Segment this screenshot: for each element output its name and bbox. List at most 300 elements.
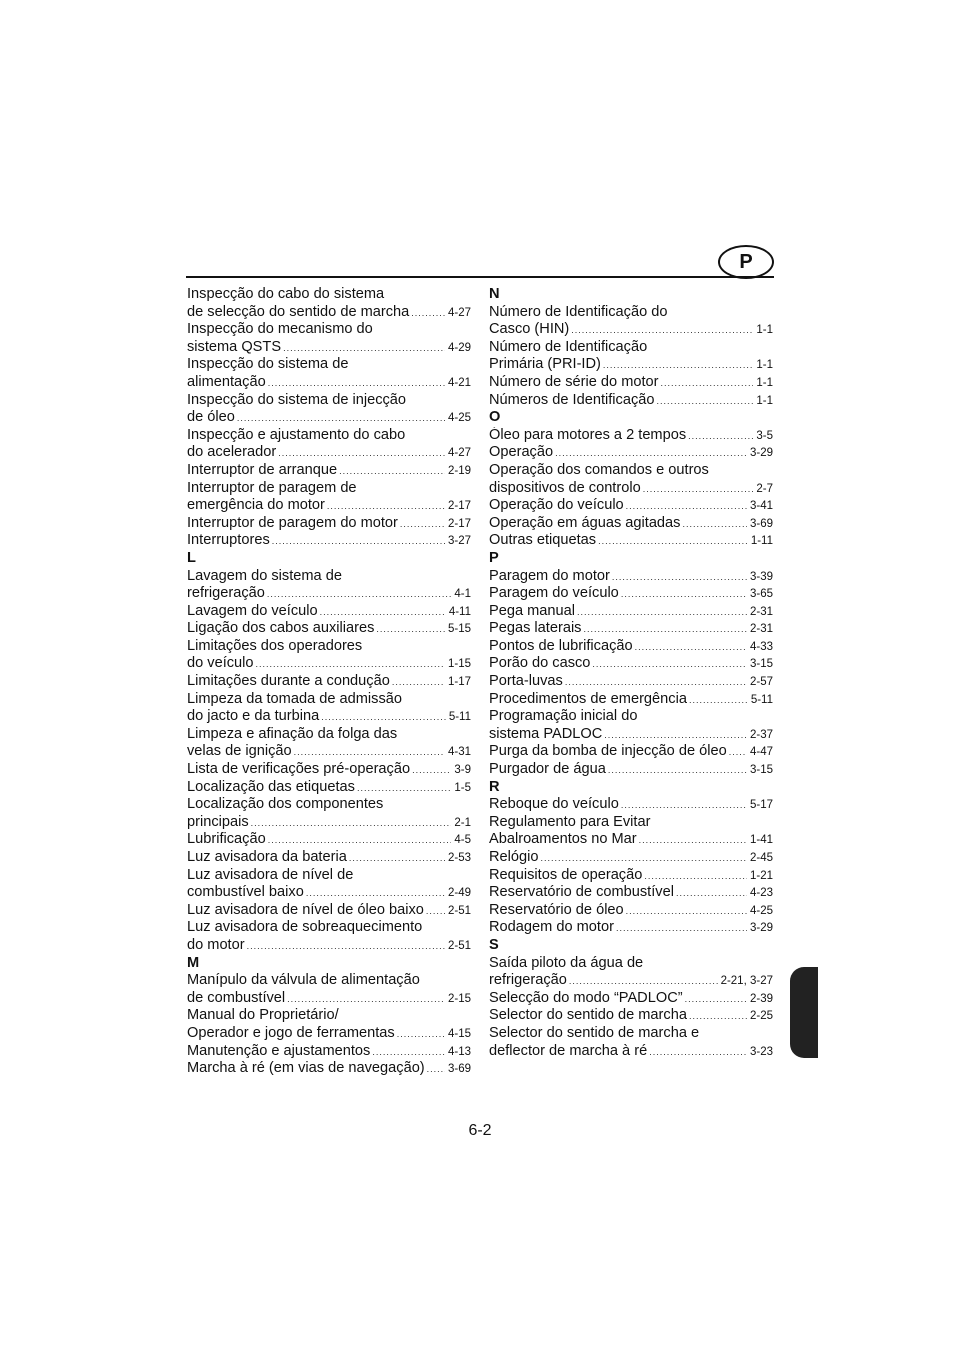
dot-leader	[571, 322, 753, 339]
index-page-ref: 4-27	[447, 447, 471, 460]
index-entry-line	[489, 568, 773, 586]
dot-leader	[577, 604, 747, 621]
index-entry-text: Inspecção e ajustamento do cabo	[187, 426, 406, 443]
index-page-ref: 5-15	[447, 623, 471, 636]
index-entry-text: deflector de marcha à ré	[489, 1042, 648, 1059]
index-column-right	[489, 286, 773, 1060]
index-entry-text: Luz avisadora de nível de óleo baixo	[187, 901, 424, 918]
index-entry-line	[489, 356, 773, 374]
index-page-ref: 2-31	[749, 605, 773, 618]
index-letter-heading	[489, 409, 773, 427]
index-page-ref: 3-29	[749, 447, 773, 460]
index-entry-text: Manutenção e ajustamentos	[187, 1042, 371, 1059]
dot-leader	[349, 850, 445, 867]
index-entry-line	[187, 673, 471, 691]
index-page-ref: 4-13	[447, 1045, 471, 1058]
index-entry-line	[187, 462, 471, 480]
index-page-ref: 4-31	[447, 746, 471, 759]
index-entry-line	[489, 304, 773, 322]
index-page-ref: 4-15	[447, 1027, 471, 1040]
index-page-ref: 2-49	[447, 887, 471, 900]
index-entry-line	[187, 726, 471, 744]
language-badge: P	[718, 245, 774, 279]
index-entry-text: L	[187, 549, 196, 566]
index-entry-line	[489, 497, 773, 515]
index-entry-line	[489, 444, 773, 462]
index-entry-text: Paragem do motor	[489, 567, 610, 584]
index-entry-line	[187, 321, 471, 339]
index-entry-line	[187, 1025, 471, 1043]
index-entry-text: Limitações durante a condução	[187, 673, 390, 690]
index-page-ref: 3-23	[749, 1045, 773, 1058]
index-entry-line	[187, 1007, 471, 1025]
dot-leader	[644, 868, 747, 885]
index-entry-line	[187, 796, 471, 814]
index-entry-line	[489, 867, 773, 885]
index-entry-text: Limpeza e afinação da folga das	[187, 725, 398, 742]
index-entry-text: Ligação dos cabos auxiliares	[187, 620, 375, 637]
index-letter-heading	[489, 937, 773, 955]
index-entry-line	[489, 884, 773, 902]
index-entry-text: Primária (PRI-ID)	[489, 356, 601, 373]
index-entry-text: Localização dos componentes	[187, 796, 384, 813]
index-entry-text: Procedimentos de emergência	[489, 690, 687, 707]
index-entry-line	[489, 1025, 773, 1043]
index-entry-text: Inspecção do sistema de	[187, 356, 349, 373]
dot-leader	[541, 850, 747, 867]
index-entry-text: Lista de verificações pré-operação	[187, 761, 411, 778]
dot-leader	[626, 903, 747, 920]
index-letter-heading	[187, 550, 471, 568]
index-entry-line	[187, 532, 471, 550]
dot-leader	[400, 516, 445, 533]
index-page-ref: 1-1	[756, 359, 773, 372]
index-entry-line	[489, 480, 773, 498]
index-entry-line	[187, 444, 471, 462]
index-page-ref: 2-45	[749, 852, 773, 864]
index-entry-text: Paragem do veículo	[489, 585, 619, 602]
index-entry-text: Porão do casco	[489, 655, 591, 672]
index-entry-line	[187, 374, 471, 392]
index-page-ref: 2-53	[447, 852, 471, 864]
dot-leader	[555, 445, 747, 462]
index-entry-text: refrigeração	[489, 972, 567, 989]
index-entry-line	[489, 761, 773, 779]
index-entry-text: Saída piloto da água de	[489, 954, 644, 971]
index-page-ref: 4-1	[454, 588, 471, 601]
index-entry-line	[187, 919, 471, 937]
index-page-ref: 2-15	[447, 992, 471, 1005]
index-entry-text: Programação inicial do	[489, 708, 638, 725]
index-entry-text: Pegas laterais	[489, 620, 582, 637]
index-entry-line	[489, 990, 773, 1008]
index-page-ref: 2-57	[749, 676, 773, 689]
index-entry-text: Número de Identificação do	[489, 303, 668, 320]
index-page-ref: 4-25	[749, 904, 773, 917]
dot-leader	[306, 885, 445, 902]
index-entry-text: M	[187, 954, 200, 971]
index-entry-text: combustível baixo	[187, 884, 304, 901]
index-entry-text: Pega manual	[489, 602, 576, 619]
index-letter-heading	[489, 550, 773, 568]
index-entry-text: Operador e jogo de ferramentas	[187, 1024, 395, 1041]
index-page-ref: 2-51	[447, 939, 471, 952]
dot-leader	[682, 516, 747, 533]
index-entry-text: Luz avisadora da bateria	[187, 849, 347, 865]
index-entry-line	[187, 392, 471, 410]
index-entry-line	[489, 462, 773, 480]
index-entry-text: Luz avisadora de nível de	[187, 866, 354, 883]
index-entry-line	[187, 515, 471, 533]
index-page-ref: 5-11	[750, 693, 773, 706]
index-entry-text: Operação dos comandos e outros	[489, 461, 709, 478]
index-entry-text: Inspecção do mecanismo do	[187, 321, 373, 338]
index-entry-line	[187, 427, 471, 445]
header-rule	[186, 276, 774, 278]
dot-leader	[320, 604, 446, 621]
dot-leader	[272, 533, 445, 550]
index-entry-text: Interruptor de paragem do motor	[187, 514, 398, 531]
index-entry-line	[489, 1007, 773, 1025]
index-entry-line	[489, 955, 773, 973]
index-entry-line	[489, 708, 773, 726]
index-entry-line	[187, 831, 471, 849]
index-entry-text: Regulamento para Evitar	[489, 813, 651, 830]
dot-leader	[604, 727, 747, 744]
dot-leader	[278, 445, 445, 462]
index-entry-line	[187, 867, 471, 885]
dot-leader	[661, 375, 754, 392]
index-entry-line	[187, 1043, 471, 1061]
index-page-ref: 2-17	[447, 517, 471, 530]
index-entry-line	[489, 339, 773, 357]
index-page-ref: 4-33	[749, 640, 773, 653]
index-page-ref: 3-9	[454, 764, 471, 777]
index-page-ref: 1-11	[750, 535, 773, 548]
index-entry-text: Abalroamentos no Mar	[489, 831, 637, 848]
index-letter-heading	[489, 286, 773, 304]
index-entry-text: Interruptor de arranque	[187, 461, 338, 478]
dot-leader	[339, 463, 445, 480]
index-page-ref: 3-15	[749, 658, 773, 671]
index-entry-line	[489, 585, 773, 603]
index-entry-text: Manípulo da válvula de alimentação	[187, 972, 420, 989]
index-entry-text: Selector do sentido de marcha e	[489, 1024, 700, 1041]
index-entry-line	[187, 638, 471, 656]
index-entry-line	[489, 726, 773, 744]
index-page-ref: 3-41	[749, 500, 773, 513]
index-entry-text: Relógio	[489, 849, 539, 865]
index-entry-line	[187, 356, 471, 374]
index-entry-line	[489, 603, 773, 621]
index-entry-text: Purga da bomba de injecção de óleo	[489, 743, 727, 760]
index-entry-line	[187, 339, 471, 357]
index-page-ref: 4-25	[447, 412, 471, 425]
index-page-ref: 2-19	[447, 464, 471, 477]
index-entry-text: refrigeração	[187, 585, 265, 602]
index-entry-text: Outras etiquetas	[489, 532, 597, 549]
dot-leader	[357, 780, 451, 797]
index-page-ref: 4-5	[454, 834, 471, 847]
dot-leader	[626, 498, 747, 515]
index-page-ref: 4-47	[749, 746, 773, 759]
index-entry-text: Interruptores	[187, 532, 270, 549]
index-entry-text: de óleo	[187, 409, 235, 426]
dot-leader	[376, 621, 445, 638]
index-entry-line	[489, 831, 773, 849]
index-entry-text: O	[489, 409, 501, 426]
index-page-ref: 4-21	[447, 376, 471, 389]
dot-leader	[592, 656, 747, 673]
index-entry-text: Selecção do modo “PADLOC”	[489, 989, 683, 1006]
index-entry-line	[489, 374, 773, 392]
dot-leader	[237, 410, 445, 427]
index-entry-text: Manual do Proprietário/	[187, 1007, 339, 1024]
dot-leader	[251, 815, 452, 832]
index-page-ref: 4-29	[447, 341, 471, 354]
page-number: 6-2	[468, 1122, 492, 1139]
index-entry-text: Reservatório de óleo	[489, 901, 624, 918]
index-entry-text: sistema QSTS	[187, 338, 282, 355]
index-page-ref: 1-41	[749, 834, 773, 847]
index-page-ref: 2-17	[447, 500, 471, 513]
dot-leader	[603, 357, 753, 374]
dot-leader	[649, 1044, 747, 1061]
dot-leader	[612, 569, 747, 586]
index-entry-text: alimentação	[187, 373, 266, 390]
index-entry-text: Reboque do veículo	[489, 796, 619, 813]
index-entry-line	[489, 814, 773, 832]
index-entry-line	[489, 849, 773, 867]
index-page-ref: 3-69	[749, 517, 773, 530]
index-entry-line	[489, 691, 773, 709]
index-entry-text: Operação em águas agitadas	[489, 514, 681, 531]
dot-leader	[397, 1026, 445, 1043]
index-page-ref: 2-1	[454, 816, 471, 829]
index-entry-text: Marcha à ré (em vias de navegação)	[187, 1060, 425, 1077]
index-entry-text: Operação	[489, 444, 554, 461]
dot-leader	[608, 762, 747, 779]
index-entry-line	[187, 497, 471, 515]
index-page-ref: 2-21, 3-27	[720, 975, 773, 988]
index-entry-line	[187, 937, 471, 955]
dot-leader	[621, 586, 747, 603]
index-entry-text: S	[489, 936, 499, 953]
index-page-ref: 4-27	[447, 306, 471, 319]
index-entry-text: Interruptor de paragem de	[187, 479, 357, 496]
index-page-ref: 2-31	[749, 623, 773, 636]
dot-leader	[635, 639, 747, 656]
index-entry-line	[187, 286, 471, 304]
index-page-ref: 2-51	[447, 904, 471, 917]
index-entry-text: P	[489, 549, 499, 566]
dot-leader	[685, 991, 747, 1008]
dot-leader	[729, 744, 747, 761]
dot-leader	[247, 938, 445, 955]
index-entry-text: Lavagem do sistema de	[187, 567, 342, 584]
index-page-ref: 1-21	[749, 869, 773, 882]
index-entry-text: velas de ignição	[187, 743, 292, 760]
index-entry-text: Localização das etiquetas	[187, 778, 355, 795]
index-page-ref: 3-5	[756, 429, 773, 442]
index-entry-text: R	[489, 778, 500, 795]
index-entry-text: Limpeza da tomada de admissão	[187, 690, 402, 707]
index-page-ref: 3-69	[447, 1063, 471, 1076]
index-entry-text: de combustível	[187, 989, 286, 1006]
index-entry-line	[187, 814, 471, 832]
index-entry-line	[489, 515, 773, 533]
index-entry-line	[489, 796, 773, 814]
index-page-ref: 3-27	[447, 535, 471, 548]
index-entry-line	[187, 620, 471, 638]
dot-leader	[267, 586, 452, 603]
index-entry-text: Inspecção do sistema de injecção	[187, 391, 407, 408]
dot-leader	[656, 393, 753, 410]
index-page-ref: 1-5	[454, 781, 471, 794]
index-entry-line	[489, 1043, 773, 1061]
index-entry-line	[489, 427, 773, 445]
index-page-ref: 1-1	[756, 376, 773, 389]
dot-leader	[268, 375, 445, 392]
index-entry-line	[187, 585, 471, 603]
index-entry-text: emergência do motor	[187, 497, 325, 514]
index-page-ref: 1-15	[447, 658, 471, 671]
index-entry-text: Pontos de lubrificação	[489, 637, 633, 654]
index-entry-text: do motor	[187, 936, 245, 953]
index-entry-text: N	[489, 286, 500, 302]
dot-leader	[598, 533, 748, 550]
index-letter-heading	[187, 955, 471, 973]
dot-leader	[426, 903, 445, 920]
dot-leader	[639, 832, 747, 849]
index-entry-line	[187, 603, 471, 621]
index-entry-line	[489, 743, 773, 761]
index-entry-text: dispositivos de controlo	[489, 479, 641, 496]
index-entry-text: Selector do sentido de marcha	[489, 1007, 687, 1024]
index-entry-line	[187, 655, 471, 673]
index-page-ref: 4-23	[749, 887, 773, 900]
index-page-ref: 2-25	[749, 1010, 773, 1023]
index-entry-line	[489, 532, 773, 550]
index-entry-line	[489, 638, 773, 656]
index-entry-line	[489, 620, 773, 638]
index-entry-line	[187, 409, 471, 427]
index-entry-text: Casco (HIN)	[489, 321, 570, 338]
dot-leader	[283, 340, 445, 357]
dot-leader	[621, 797, 747, 814]
index-entry-line	[187, 849, 471, 867]
dot-leader	[321, 709, 446, 726]
dot-leader	[616, 920, 747, 937]
index-page-ref: 3-15	[749, 764, 773, 777]
index-entry-text: de selecção do sentido de marcha	[187, 303, 410, 320]
index-letter-heading	[489, 779, 773, 797]
index-entry-line	[187, 779, 471, 797]
index-entry-line	[187, 743, 471, 761]
index-entry-line	[187, 972, 471, 990]
index-page-ref: 3-29	[749, 922, 773, 935]
index-page-ref: 5-17	[749, 799, 773, 812]
dot-leader	[294, 744, 445, 761]
dot-leader	[643, 481, 754, 498]
index-entry-text: Números de Identificação	[489, 391, 655, 408]
index-page-ref: 1-17	[447, 676, 471, 689]
index-entry-text: Porta-luvas	[489, 673, 563, 690]
index-entry-text: Lubrificação	[187, 831, 266, 848]
index-entry-text: principais	[187, 813, 249, 830]
index-entry-line	[187, 480, 471, 498]
index-page-ref: 1-1	[756, 324, 773, 337]
index-entry-text: do acelerador	[187, 444, 277, 461]
index-entry-line	[187, 708, 471, 726]
index-entry-line	[489, 902, 773, 920]
index-entry-text: Luz avisadora de sobreaquecimento	[187, 919, 423, 936]
index-entry-text: Requisitos de operação	[489, 866, 643, 883]
dot-leader	[569, 973, 718, 990]
index-page-ref: 2-7	[756, 482, 773, 495]
dot-leader	[268, 832, 452, 849]
index-entry-text: do veículo	[187, 655, 254, 672]
dot-leader	[372, 1044, 445, 1061]
dot-leader	[689, 692, 748, 709]
index-entry-line	[489, 321, 773, 339]
index-entry-line	[187, 990, 471, 1008]
index-page-ref: 3-39	[749, 570, 773, 583]
dot-leader	[688, 428, 753, 445]
index-entry-line	[187, 304, 471, 322]
dot-leader	[392, 674, 445, 691]
index-entry-line	[187, 902, 471, 920]
index-entry-text: Operação do veículo	[489, 497, 624, 514]
index-page-ref: 5-11	[448, 711, 471, 724]
index-entry-line	[187, 884, 471, 902]
index-entry-text: sistema PADLOC	[489, 725, 603, 742]
dot-leader	[256, 656, 445, 673]
dot-leader	[327, 498, 445, 515]
index-entry-line	[489, 972, 773, 990]
index-page-ref: 3-65	[749, 588, 773, 601]
dot-leader	[565, 674, 747, 691]
index-entry-text: do jacto e da turbina	[187, 708, 320, 725]
dot-leader	[689, 1008, 747, 1025]
index-entry-text: Número de Identificação	[489, 338, 648, 355]
dot-leader	[412, 762, 451, 779]
dot-leader	[676, 885, 747, 902]
index-entry-text: Limitações dos operadores	[187, 637, 363, 654]
index-entry-line	[187, 568, 471, 586]
index-entry-line	[489, 655, 773, 673]
index-entry-text: Inspecção do cabo do sistema	[187, 286, 385, 302]
index-page-ref: 2-39	[749, 992, 773, 1005]
index-entry-text: Óleo para motores a 2 tempos	[489, 426, 687, 443]
index-entry-text: Rodagem do motor	[489, 919, 614, 936]
index-entry-line	[187, 691, 471, 709]
index-entry-line	[489, 392, 773, 410]
index-page-ref: 4-11	[448, 605, 471, 618]
index-entry-text: Reservatório de combustível	[489, 884, 674, 901]
index-entry-text: Número de série do motor	[489, 373, 659, 390]
index-entry-line	[187, 761, 471, 779]
section-thumb-tab	[790, 967, 818, 1058]
index-entry-text: Purgador de água	[489, 761, 606, 778]
index-page-ref: 1-1	[756, 394, 773, 407]
dot-leader	[583, 621, 746, 638]
dot-leader	[411, 305, 445, 322]
index-page-ref: 2-37	[749, 728, 773, 741]
index-entry-line	[489, 673, 773, 691]
dot-leader	[427, 1061, 445, 1078]
index-entry-line	[187, 1060, 471, 1078]
